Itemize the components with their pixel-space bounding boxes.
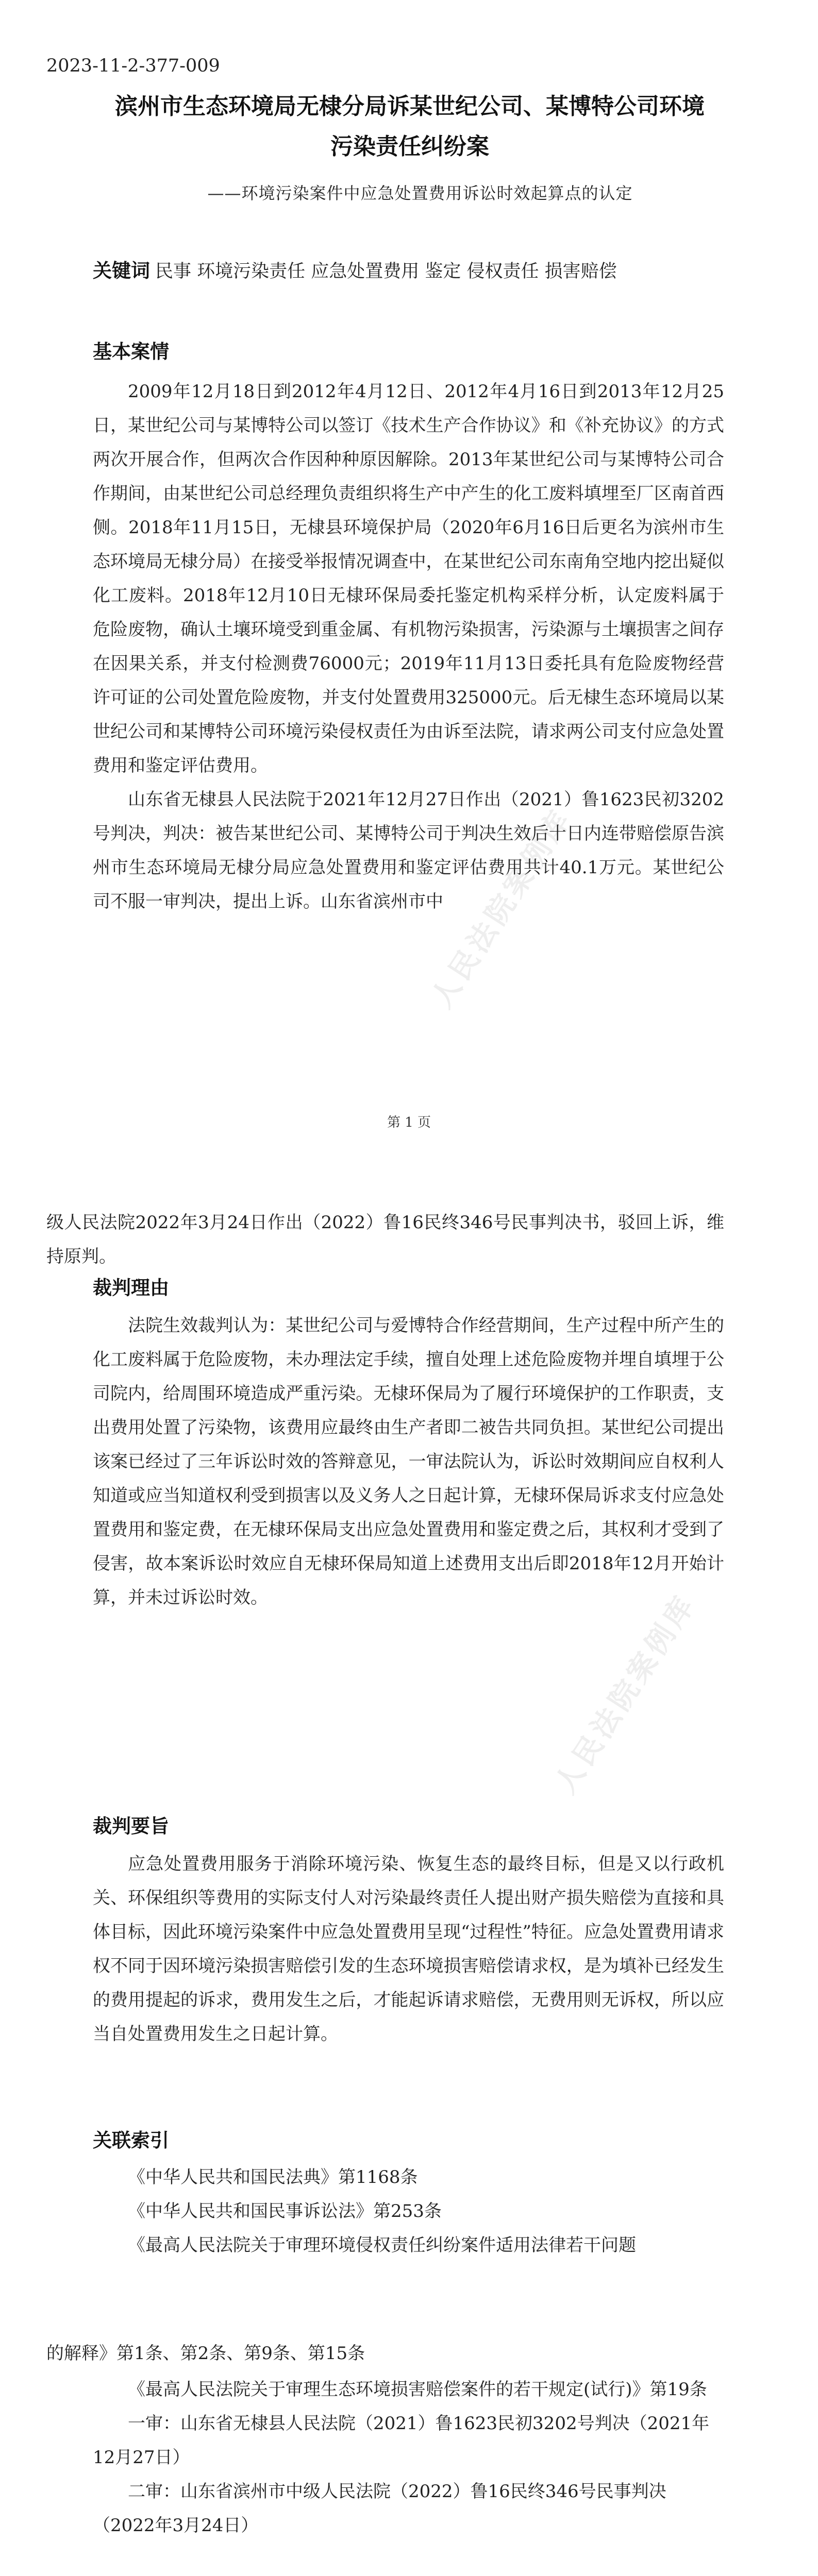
basic-facts-paragraph-2: 山东省无棣县人民法院于2021年12月27日作出（2021）鲁1623民初3202号判决，判决：被告某世纪公司、某博特公司于判决生效后十日内连带赔偿原告滨州市生态环境局无棣分局应急处置费用和鉴定评估费用共计40.1万元。某世纪公司不服一审判决，提出上诉。山东省滨州市中 bbox=[93, 789, 724, 912]
related-ref-3-cont: 的解释》第1条、第2条、第9条、第15条 bbox=[46, 2343, 365, 2364]
case-title: 滨州市生态环境局无棣分局诉某世纪公司、某博特公司环境污染责任纠纷案 bbox=[115, 93, 705, 160]
basic-facts-continued bbox=[46, 1206, 724, 1274]
basic-facts-heading: 基本案情 bbox=[93, 341, 169, 363]
reasoning-heading: 裁判理由 bbox=[93, 1277, 169, 1299]
related-ref-4: 《最高人民法院关于审理生态环境损害赔偿案件的若干规定(试行)》第19条 bbox=[128, 2379, 707, 2400]
keywords-section bbox=[93, 252, 724, 290]
reasoning-section bbox=[93, 1273, 724, 1615]
basic-facts-paragraph-1: 2009年12月18日到2012年4月12日、2012年4月16日到2013年12月25日，某世纪公司与某博特公司以签订《技术生产合作协议》和《补充协议》的方式两次开展合作，但两次合作因种种原因解除。2013年某世纪公司与某博特公司合作期间，由某世纪公司总经理负责组织将生产中产生的化工废料填埋至厂区南首西侧。2018年11月15日，无棣县环境保护局（2020年6月16日后更名为滨州市生态环境局无棣分局）在接受举报情况调查中，在某世纪公司东南角空地内挖出疑似化工废料。2018年12月10日无棣环保局委托鉴定机构采样分析，认定废料属于危险废物，确认土壤环境受到重金属、有机物污染损害，污染源与土壤损害之间存在因果关系，并支付检测费76000元；2019年11月13日委托具有危险废物经营许可证的公司处置危险废物，并支付处置费用325000元。后无棣生态环境局以某世纪公司和某博特公司环境污染侵权责任为由诉至法院，请求两公司支付应急处置费用和鉴定评估费用。 bbox=[93, 381, 724, 776]
second-instance-ref: 二审：山东省滨州市中级人民法院（2022）鲁16民终346号民事判决（2022年3月24日） bbox=[93, 2481, 666, 2536]
page-number: 第 1 页 bbox=[387, 1115, 431, 1130]
related-heading: 关联索引 bbox=[93, 2129, 169, 2151]
document-page-2 bbox=[0, 1157, 818, 2313]
reasoning-paragraph: 法院生效裁判认为：某世纪公司与爱博特合作经营期间，生产过程中所产生的化工废料属于危险废物，未办理法定手续，擅自处理上述危险废物并埋自填埋于公司院内，给周围环境造成严重污染。无棣环保局为了履行环境保护的工作职责，支出费用处置了污染物，该费用应最终由生产者即二被告共同负担。某世纪公司提出该案已经过了三年诉讼时效的答辩意见，一审法院认为，诉讼时效期间应自权利人知道或应当知道权利受到损害以及义务人之日起计算，无棣环保局诉求支付应急处置费用和鉴定费，在无棣环保局支出应急处置费用和鉴定费之后，其权利才受到了侵害，故本案诉讼时效应自无棣环保局知道上述费用支出后即2018年12月开始计算，并未过诉讼时效。 bbox=[93, 1315, 724, 1608]
related-ref-2: 《中华人民共和国民事诉讼法》第253条 bbox=[128, 2201, 442, 2222]
gist-heading: 裁判要旨 bbox=[93, 1815, 169, 1837]
keywords-label: 关键词 bbox=[93, 260, 150, 282]
related-continued-2 bbox=[93, 2372, 724, 2543]
related-continued bbox=[46, 2336, 724, 2370]
gist-paragraph: 应急处置费用服务于消除环境污染、恢复生态的最终目标，但是又以行政机关、环保组织等费用的实际支付人对污染最终责任人提出财产损失赔偿为直接和具体目标，因此环境污染案件中应急处置费用呈现“过程性”特征。应急处置费用请求权不同于因环境污染损害赔偿引发的生态环境损害赔偿请求权，是为填补已经发生的费用提起的诉求，费用发生之后，才能起诉请求赔偿，无费用则无诉权，所以应当自处置费用发生之日起计算。 bbox=[93, 1854, 724, 2044]
related-ref-3: 《最高人民法院关于审理环境侵权责任纠纷案件适用法律若干问题 bbox=[128, 2235, 636, 2256]
keywords-line bbox=[93, 252, 724, 290]
first-instance-ref: 一审：山东省无棣县人民法院（2021）鲁1623民初3202号判决（2021年12月27日） bbox=[93, 2413, 710, 2468]
basic-facts-section bbox=[93, 337, 724, 919]
basic-facts-paragraph-2-cont: 级人民法院2022年3月24日作出（2022）鲁16民终346号民事判决书，驳回上诉，维持原判。 bbox=[46, 1212, 724, 1267]
document-id: 2023-11-2-377-009 bbox=[46, 56, 220, 76]
document-page-1 bbox=[0, 0, 818, 1157]
gist-section bbox=[93, 1811, 724, 2051]
document-page-3 bbox=[0, 2313, 818, 2576]
related-section bbox=[93, 2125, 724, 2262]
keywords-value: 民事 环境污染责任 应急处置费用 鉴定 侵权责任 损害赔偿 bbox=[155, 261, 617, 282]
case-subtitle: ——环境污染案件中应急处置费用诉讼时效起算点的认定 bbox=[207, 183, 633, 203]
watermark: 人民法院案例库 bbox=[425, 802, 579, 1014]
watermark: 人民法院案例库 bbox=[548, 1587, 703, 1800]
related-ref-1: 《中华人民共和国民法典》第1168条 bbox=[128, 2167, 418, 2188]
